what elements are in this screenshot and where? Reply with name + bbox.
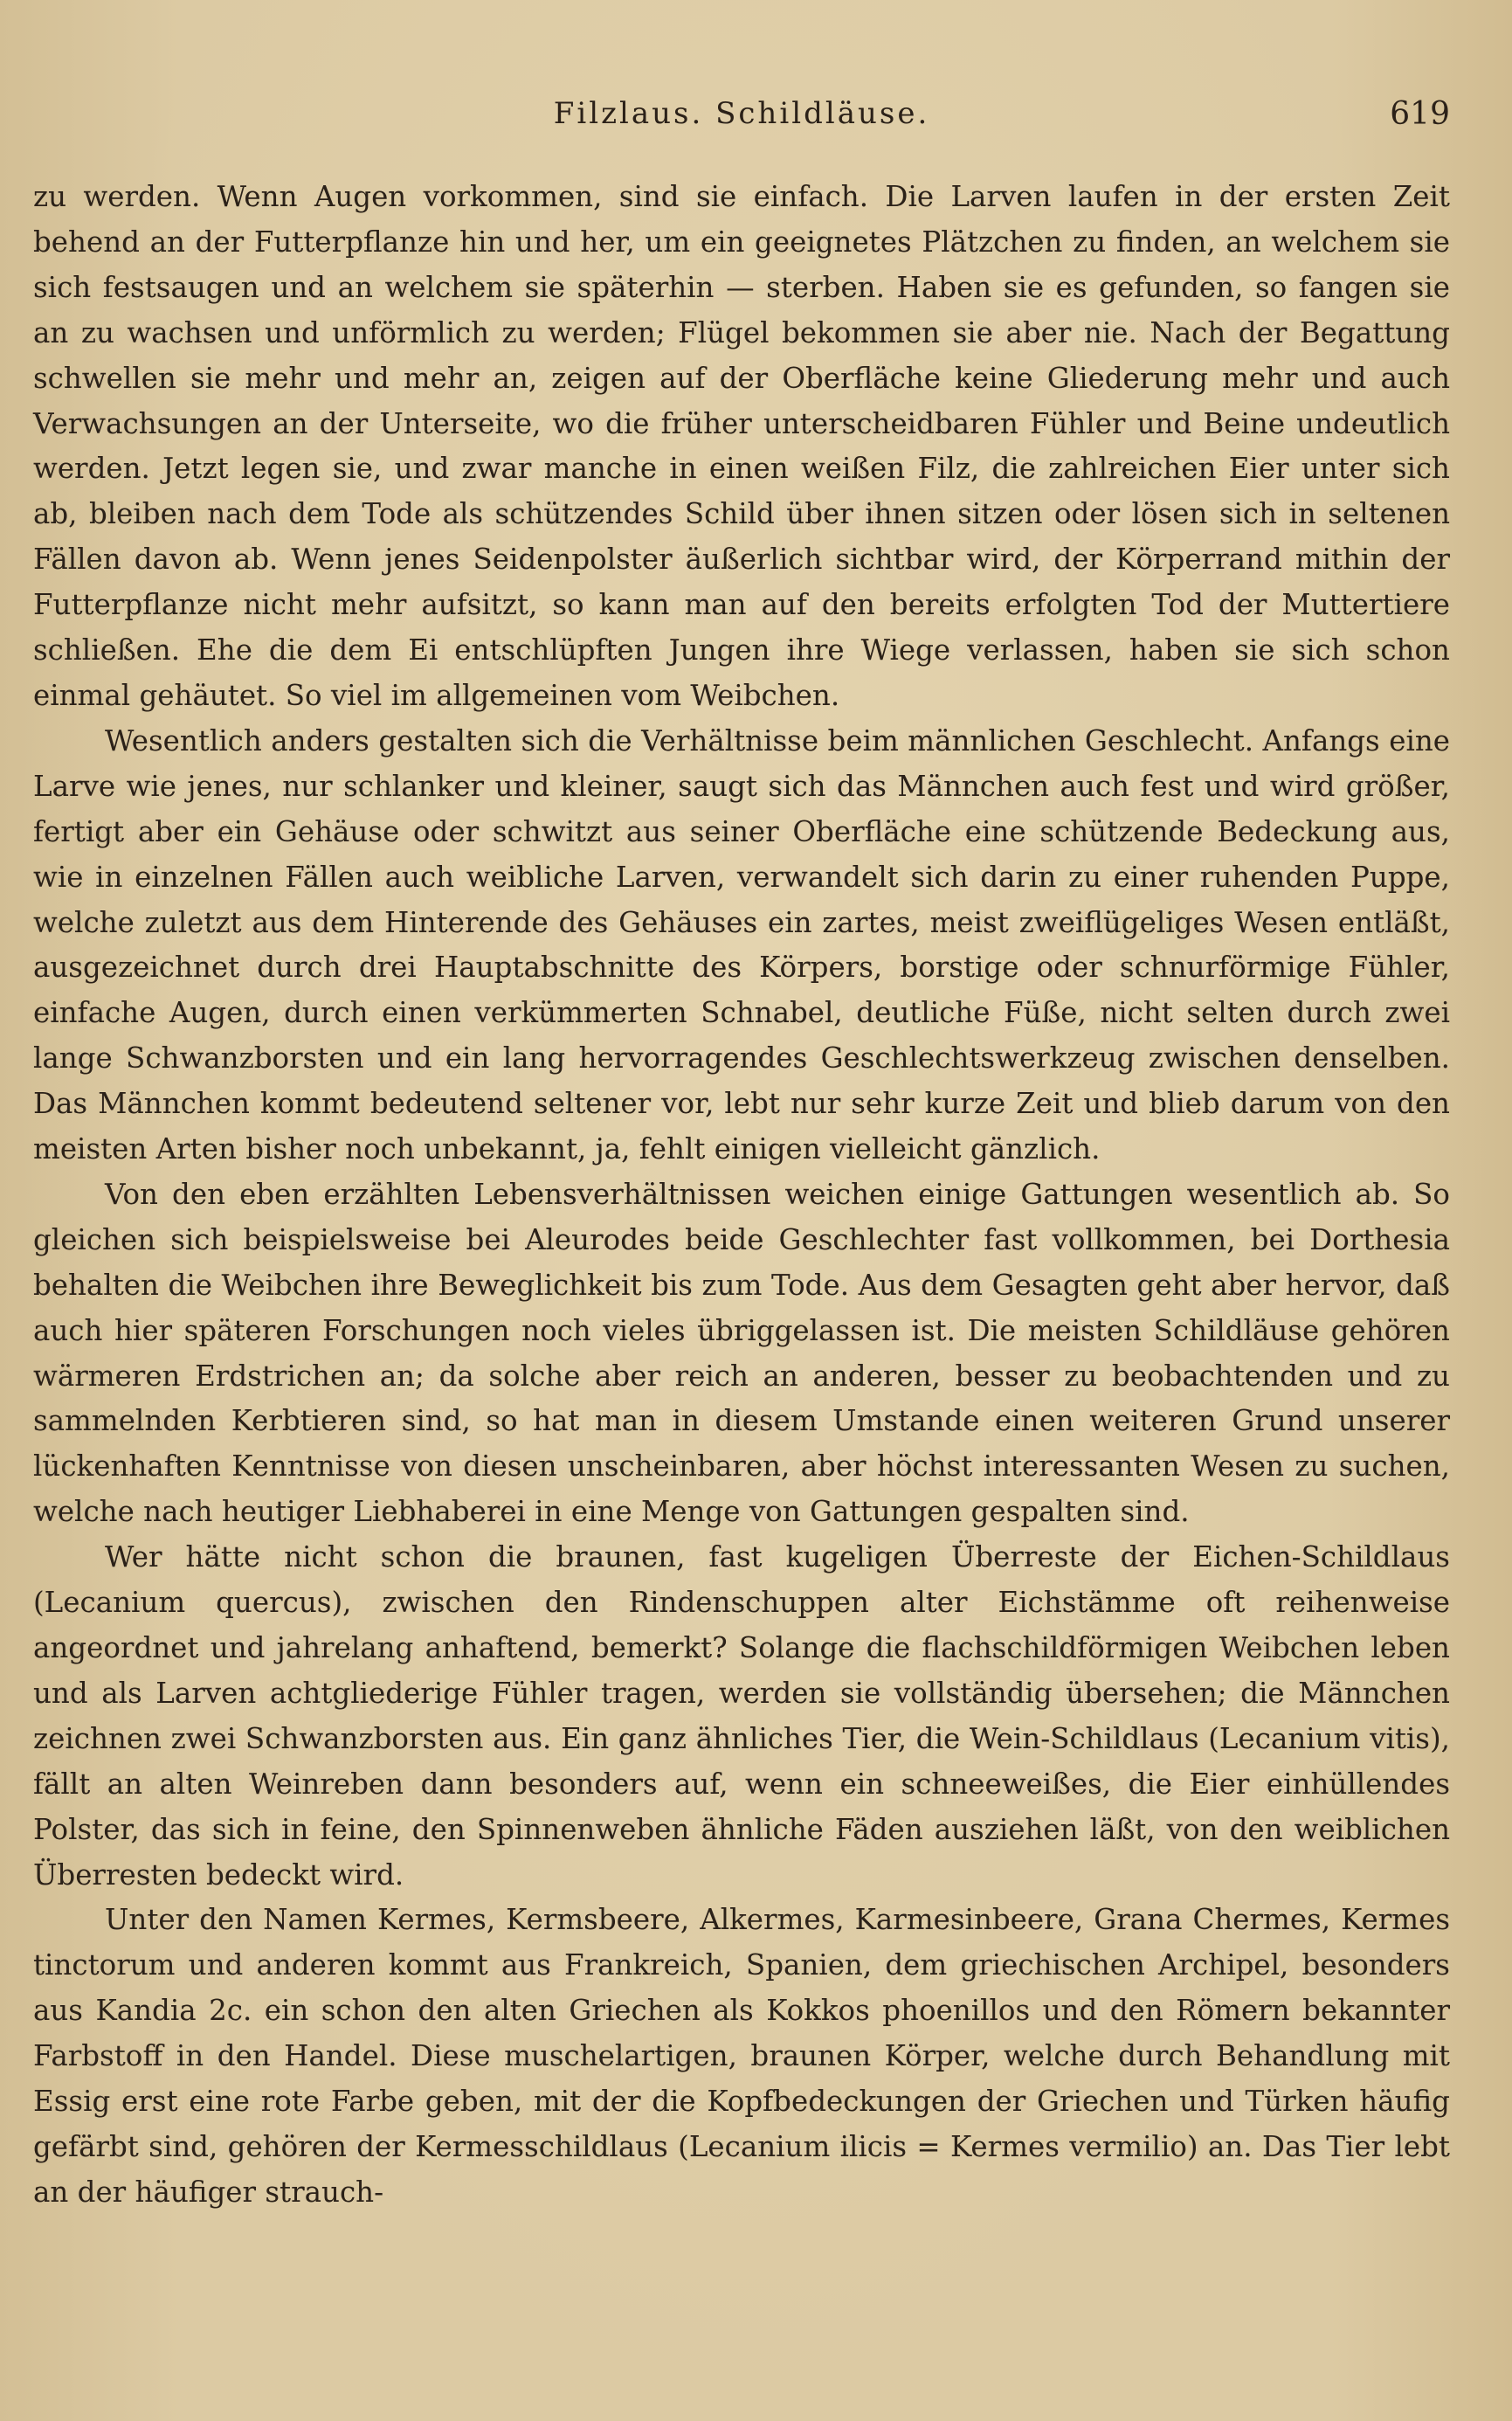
paragraph: Von den eben erzählten Lebensverhältnissen weichen einige Gattungen wesentlich ab. So gleichen sich beispielsweise bei Aleurodes beide Geschlechter fast vollkommen, bei Dorthesia behalten die Weibchen ihre Beweglichkeit bis zum Tode. Aus dem Gesagten geht aber hervor, daß auch hier späteren Forschungen noch vieles übriggelassen ist. Die meisten Schildläuse gehören wärmeren Erdstrichen an; da solche aber reich an anderen, besser zu beobachtenden und zu sammelnden Kerbtieren sind, so hat man in diesem Umstande einen weiteren Grund unserer lückenhaften Kenntnisse von diesen unscheinbaren, aber höchst interessanten Wesen zu suchen, welche nach heutiger Liebhaberei in eine Menge von Gattungen gespalten sind. (33, 1177, 1450, 1529)
paragraph: Wesentlich anders gestalten sich die Verhältnisse beim männlichen Geschlecht. Anfangs eine Larve wie jenes, nur schlanker und kleiner, saugt sich das Männchen auch fest und wird größer, fertigt aber ein Gehäuse oder schwitzt aus seiner Oberfläche eine schützende Bedeckung aus, wie in einzelnen Fällen auch weibliche Larven, verwandelt sich darin zu einer ruhenden Puppe, welche zuletzt aus dem Hinterende des Gehäuses ein zartes, meist zweiflügeliges Wesen entläßt, ausgezeichnet durch drei Hauptabschnitte des Körpers, borstige oder schnurförmige Fühler, einfache Augen, durch einen verkümmerten Schnabel, deutliche Füße, nicht selten durch zwei lange Schwanzborsten und ein lang hervorragendes Geschlechtswerkzeug zwischen denselben. Das Männchen kommt bedeutend seltener vor, lebt nur sehr kurze Zeit und blieb darum von den meisten Arten bisher noch unbekannt, ja, fehlt einigen vielleicht gänzlich. (33, 723, 1450, 1166)
page-header (33, 96, 1450, 149)
body-text (33, 175, 1450, 2216)
paragraph-continued: zu werden. Wenn Augen vorkommen, sind sie einfach. Die Larven laufen in der ersten Zeit behend an der Futterpflanze hin und her, um ein geeignetes Plätzchen zu finden, an welchem sie sich festsaugen und an welchem sie späterhin — sterben. Haben sie es gefunden, so fangen sie an zu wachsen und unförmlich zu werden; Flügel bekommen sie aber nie. Nach der Begattung schwellen sie mehr und mehr an, zeigen auf der Oberfläche keine Gliederung mehr und auch Verwachsungen an der Unterseite, wo die früher unterscheidbaren Fühler und Beine undeutlich werden. Jetzt legen sie, und zwar manche in einen weißen Filz, die zahlreichen Eier unter sich ab, bleiben nach dem Tode als schützendes Schild über ihnen sitzen oder lösen sich in seltenen Fällen davon ab. Wenn jenes Seidenpolster äußerlich sichtbar wird, der Körperrand mithin der Futterpflanze nicht mehr aufsitzt, so kann man auf den bereits erfolgten Tod der Muttertiere schließen. Ehe die dem Ei entschlüpften Jungen ihre Wiege verlassen, haben sie sich schon einmal gehäutet. So viel im allgemeinen vom Weibchen. (33, 180, 1450, 712)
page-number: 619 (1390, 96, 1450, 132)
running-title: Filzlaus. Schildläuse. (553, 96, 930, 131)
paragraph: Wer hätte nicht schon die braunen, fast kugeligen Überreste der Eichen-Schildlaus (Lecanium quercus), zwischen den Rindenschuppen alter Eichstämme oft reihenweise angeordnet und jahrelang anhaftend, bemerkt? Solange die flachschildförmigen Weibchen leben und als Larven achtgliederige Fühler tragen, werden sie vollständig übersehen; die Männchen zeichnen zwei Schwanzborsten aus. Ein ganz ähnliches Tier, die Wein-Schildlaus (Lecanium vitis), fällt an alten Weinreben dann besonders auf, wenn ein schneeweißes, die Eier einhüllendes Polster, das sich in feine, den Spinnenweben ähnliche Fäden ausziehen läßt, von den weiblichen Überresten bedeckt wird. (33, 1540, 1450, 1892)
paragraph: Unter den Namen Kermes, Kermsbeere, Alkermes, Karmesinbeere, Grana Chermes, Kermes tinctorum und anderen kommt aus Frankreich, Spanien, dem griechischen Archipel, besonders aus Kandia 2c. ein schon den alten Griechen als Kokkos phoenillos und den Römern bekannter Farbstoff in den Handel. Diese muschelartigen, braunen Körper, welche durch Behandlung mit Essig erst eine rote Farbe geben, mit der die Kopfbedeckungen der Griechen und Türken häufig gefärbt sind, gehören der Kermesschildlaus (Lecanium ilicis = Kermes vermilio) an. Das Tier lebt an der häufiger strauch- (33, 1903, 1450, 2209)
